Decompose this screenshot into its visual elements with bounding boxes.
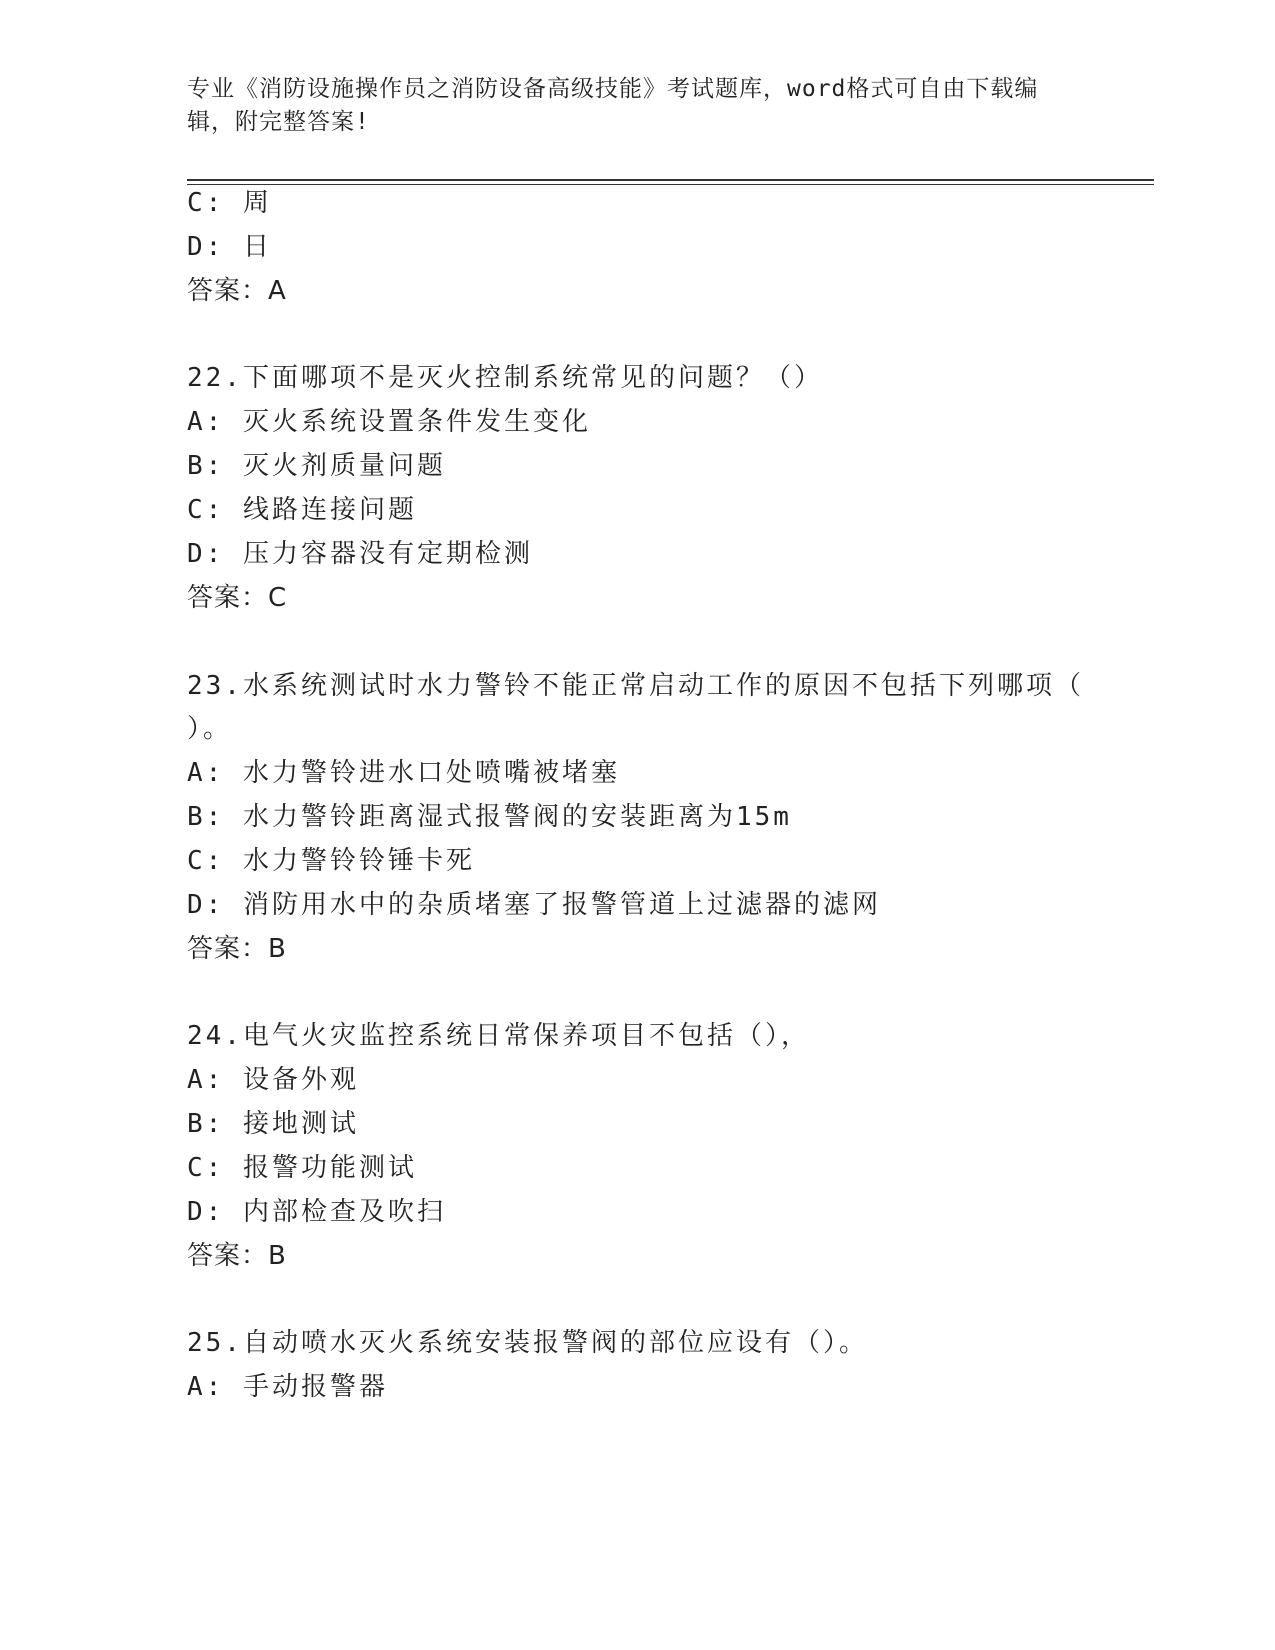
option-c: C: 线路连接问题	[187, 495, 417, 525]
document-header	[187, 73, 1087, 139]
question-stem: 22.下面哪项不是灭火控制系统常见的问题？（）	[187, 363, 823, 393]
question-stem: 25.自动喷水灭火系统安装报警阀的部位应设有（）。	[187, 1328, 868, 1358]
option-d: D: 日	[187, 232, 272, 262]
question-stem: 24.电气火灾监控系统日常保养项目不包括（），	[187, 1021, 810, 1051]
option-b: B: 接地测试	[187, 1109, 359, 1139]
option-a: A: 灭火系统设置条件发生变化	[187, 407, 591, 437]
option-c: C: 水力警铃铃锤卡死	[187, 846, 475, 876]
option-d: D: 消防用水中的杂质堵塞了报警管道上过滤器的滤网	[187, 890, 881, 920]
option-a: A: 手动报警器	[187, 1372, 388, 1402]
answer-line: 答案：B	[187, 1241, 287, 1271]
option-b: B: 灭火剂质量问题	[187, 451, 446, 481]
answer-line: 答案：B	[187, 934, 287, 964]
answer-line: 答案：A	[187, 276, 287, 306]
header-line-1: 专业《消防设施操作员之消防设备高级技能》考试题库，word格式可自由下载编	[187, 76, 1039, 102]
option-c: C: 周	[187, 188, 272, 218]
option-c: C: 报警功能测试	[187, 1153, 417, 1183]
header-line-2: 辑，附完整答案!	[187, 109, 370, 135]
option-d: D: 压力容器没有定期检测	[187, 539, 533, 569]
option-d: D: 内部检查及吹扫	[187, 1197, 446, 1227]
answer-line: 答案：C	[187, 583, 288, 613]
option-b: B: 水力警铃距离湿式报警阀的安装距离为15m	[187, 802, 792, 832]
option-a: A: 水力警铃进水口处喷嘴被堵塞	[187, 758, 620, 788]
question-stem: 23.水系统测试时水力警铃不能正常启动工作的原因不包括下列哪项（	[187, 671, 1084, 701]
question-stem-continued: ）。	[187, 714, 233, 744]
option-a: A: 设备外观	[187, 1065, 359, 1095]
header-divider	[187, 179, 1154, 185]
